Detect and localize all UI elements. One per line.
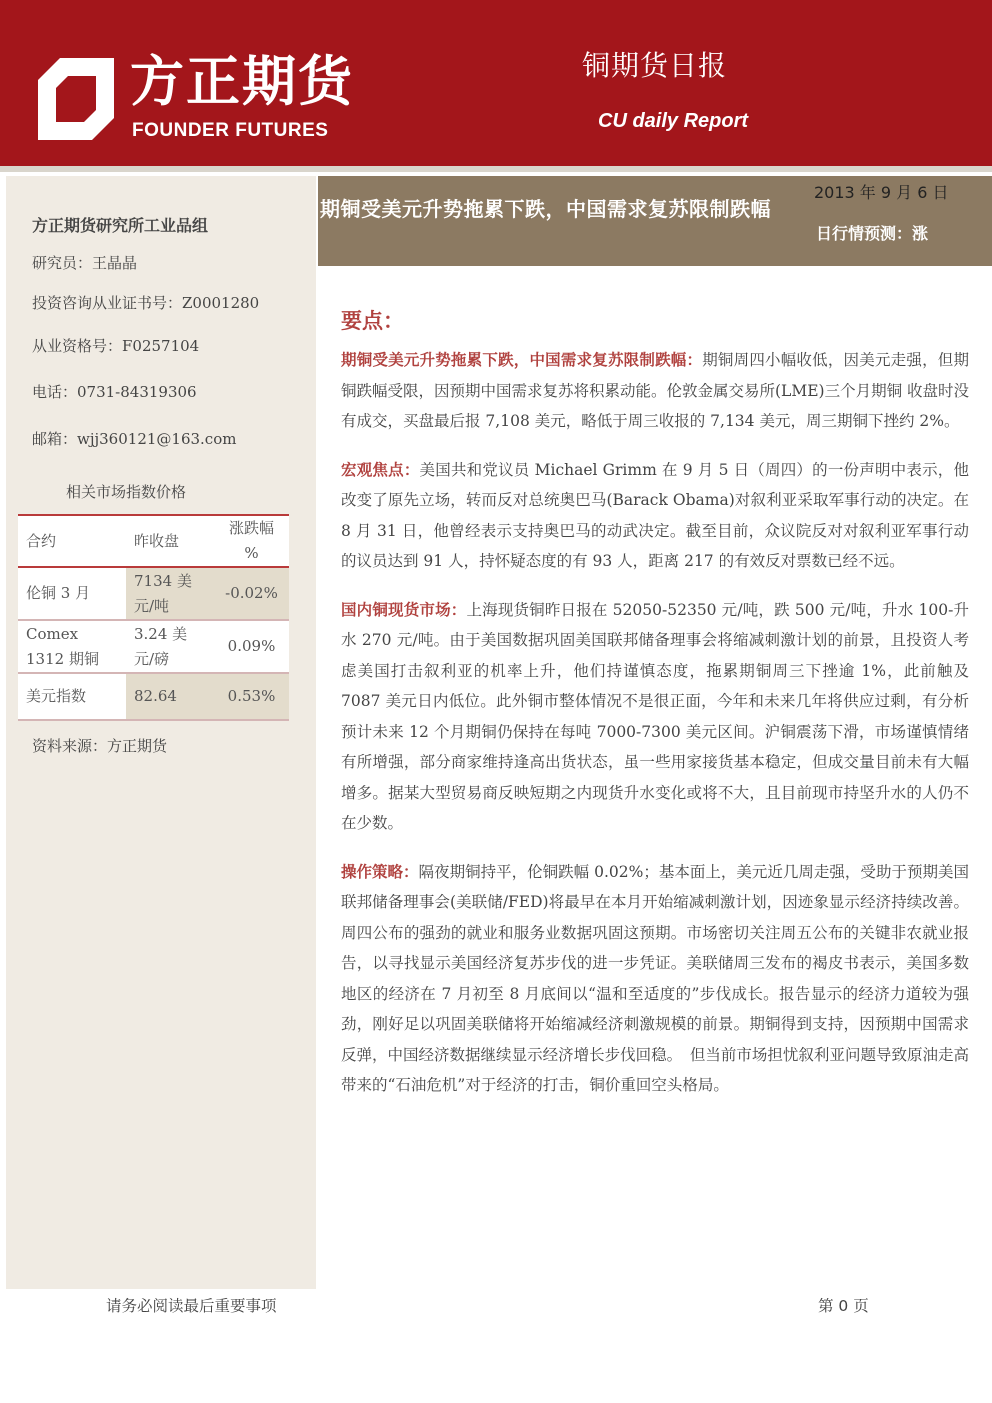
table-cell: -0.02% xyxy=(214,567,289,620)
report-title-en: CU daily Report xyxy=(598,110,749,132)
paragraph-lead: 宏观焦点： xyxy=(341,460,420,479)
table-header: 昨收盘 xyxy=(126,515,214,567)
page-header xyxy=(0,0,992,172)
report-title-cn: 铜期货日报 xyxy=(582,49,728,82)
email: 邮箱：wjj360121@163.com xyxy=(32,430,237,448)
logo-text-cn: 方正期货 xyxy=(130,50,354,113)
table-header: 合约 xyxy=(18,515,126,567)
table-cell: 0.09% xyxy=(214,620,289,673)
table-row xyxy=(18,567,289,620)
paragraph-spot-market xyxy=(341,595,969,839)
qualification-number: 从业资格号：F0257104 xyxy=(32,337,200,355)
table-cell: Comex 1312 期铜 xyxy=(18,620,126,673)
paragraph-body: 隔夜期铜持平，伦铜跌幅 0.02%；基本面上，美元近几周走强，受助于预期美国联邦储备理事会(美联储/FED)将最早在本月开始缩减刺激计划，因迹象显示经济持续改善。周四公布的强劲的就业和服务业数据巩固这预期。市场密切关注周五公布的关键非农就业报告，以寻找显示美国经济复苏步伐的进一步凭证。美联储周三发布的褐皮书表示，美国多数地区的经济在 7 月初至 8 月底间以“温和至适度的”步伐成长。报告显示的经济力道较为强劲，刚好足以巩固美联储将开始缩减经济刺激规模的前景。期铜得到支持，因预期中国需求反弹，中国经济数据继续显示经济增长步伐回稳。 但当前市场担忧叙利亚问题导致原油走高带来的“石油危机”对于经济的打击，铜价重回空头格局。 xyxy=(341,862,969,1094)
table-row xyxy=(18,620,289,673)
paragraph-body: 期铜周四小幅收低，因美元走强，但期铜跌幅受限，因预期中国需求复苏将积累动能。伦敦金属交易所(LME)三个月期铜 收盘时没有成交，买盘最后报 7,108 美元，略低于周三收报的 7,134 美元，周三期铜下挫约 2%。 xyxy=(341,351,970,430)
phone: 电话：0731-84319306 xyxy=(32,383,197,401)
table-cell: 美元指数 xyxy=(18,673,126,720)
paragraph-lead: 国内铜现货市场： xyxy=(341,600,467,619)
paragraph-summary xyxy=(341,345,969,437)
paragraph-lead: 操作策略： xyxy=(341,862,419,881)
table-cell: 7134 美元/吨 xyxy=(126,567,214,620)
paragraph-body: 上海现货铜昨日报在 52050-52350 元/吨，跌 500 元/吨，升水 100-升水 270 元/吨。由于美国数据巩固美国联邦储备理事会将缩减刺激计划的前景，且投资人考虑美国打击叙利亚的机率上升，他们持谨慎态度，拖累期铜周三下挫逾 1%，此前触及 7087 美元日内低位。此外铜市整体情况不是很正面，今年和未来几年将供应过剩，有分析预计未来 12 个月期铜仍保持在每吨 7000-7300 美元区间。沪铜震荡下滑，市场谨慎情绪有所增强，部分商家维持逢高出货状态，虽一些用家接货基本稳定，但成交量目前未有大幅增多。据某大型贸易商反映短期之内现货升水变化或将不大，且目前现市持坚升水的人仍不在少数。 xyxy=(341,600,969,832)
market-index-table xyxy=(18,514,289,721)
logo-text-en: FOUNDER FUTURES xyxy=(132,120,329,141)
paragraph-macro xyxy=(341,455,969,577)
headline: 期铜受美元升势拖累下跌，中国需求复苏限制跌幅 xyxy=(320,197,771,221)
paragraph-lead: 期铜受美元升势拖累下跌，中国需求复苏限制跌幅： xyxy=(341,351,703,369)
research-group: 方正期货研究所工业品组 xyxy=(32,216,209,235)
paragraph-body: 美国共和党议员 Michael Grimm 在 9 月 5 日（周四）的一份声明中表示，他改变了原先立场，转而反对总统奥巴马(Barack Obama)对叙利亚采取军事行动的决定。在 8 月 31 日，他曾经表示支持奥巴马的动武决定。截至目前，众议院反对对叙利亚军事行动的议员达到 91 人，持怀疑态度的有 93 人，距离 217 的有效反对票数已经不远。 xyxy=(341,460,969,570)
main-content xyxy=(341,305,969,1119)
table-header: 涨跌幅 % xyxy=(214,515,289,567)
table-header-row xyxy=(18,515,289,567)
license-number: 投资咨询从业证书号：Z0001280 xyxy=(32,294,260,312)
researcher: 研究员：王晶晶 xyxy=(32,254,138,272)
market-table-title: 相关市场指数价格 xyxy=(66,483,187,501)
data-source: 资料来源：方正期货 xyxy=(32,737,168,755)
table-cell: 伦铜 3 月 xyxy=(18,567,126,620)
paragraph-strategy xyxy=(341,857,969,1101)
table-row xyxy=(18,673,289,720)
founder-logo-icon xyxy=(38,58,114,140)
report-date: 2013 年 9 月 6 日 xyxy=(814,183,949,202)
page-number: 第 0 页 xyxy=(818,1297,869,1315)
table-cell: 0.53% xyxy=(214,673,289,720)
footer-notice: 请务必阅读最后重要事项 xyxy=(106,1297,277,1315)
key-points-title: 要点： xyxy=(341,309,404,333)
table-cell: 82.64 xyxy=(126,673,214,720)
daily-forecast: 日行情预测：涨 xyxy=(816,224,929,243)
table-cell: 3.24 美元/磅 xyxy=(126,620,214,673)
